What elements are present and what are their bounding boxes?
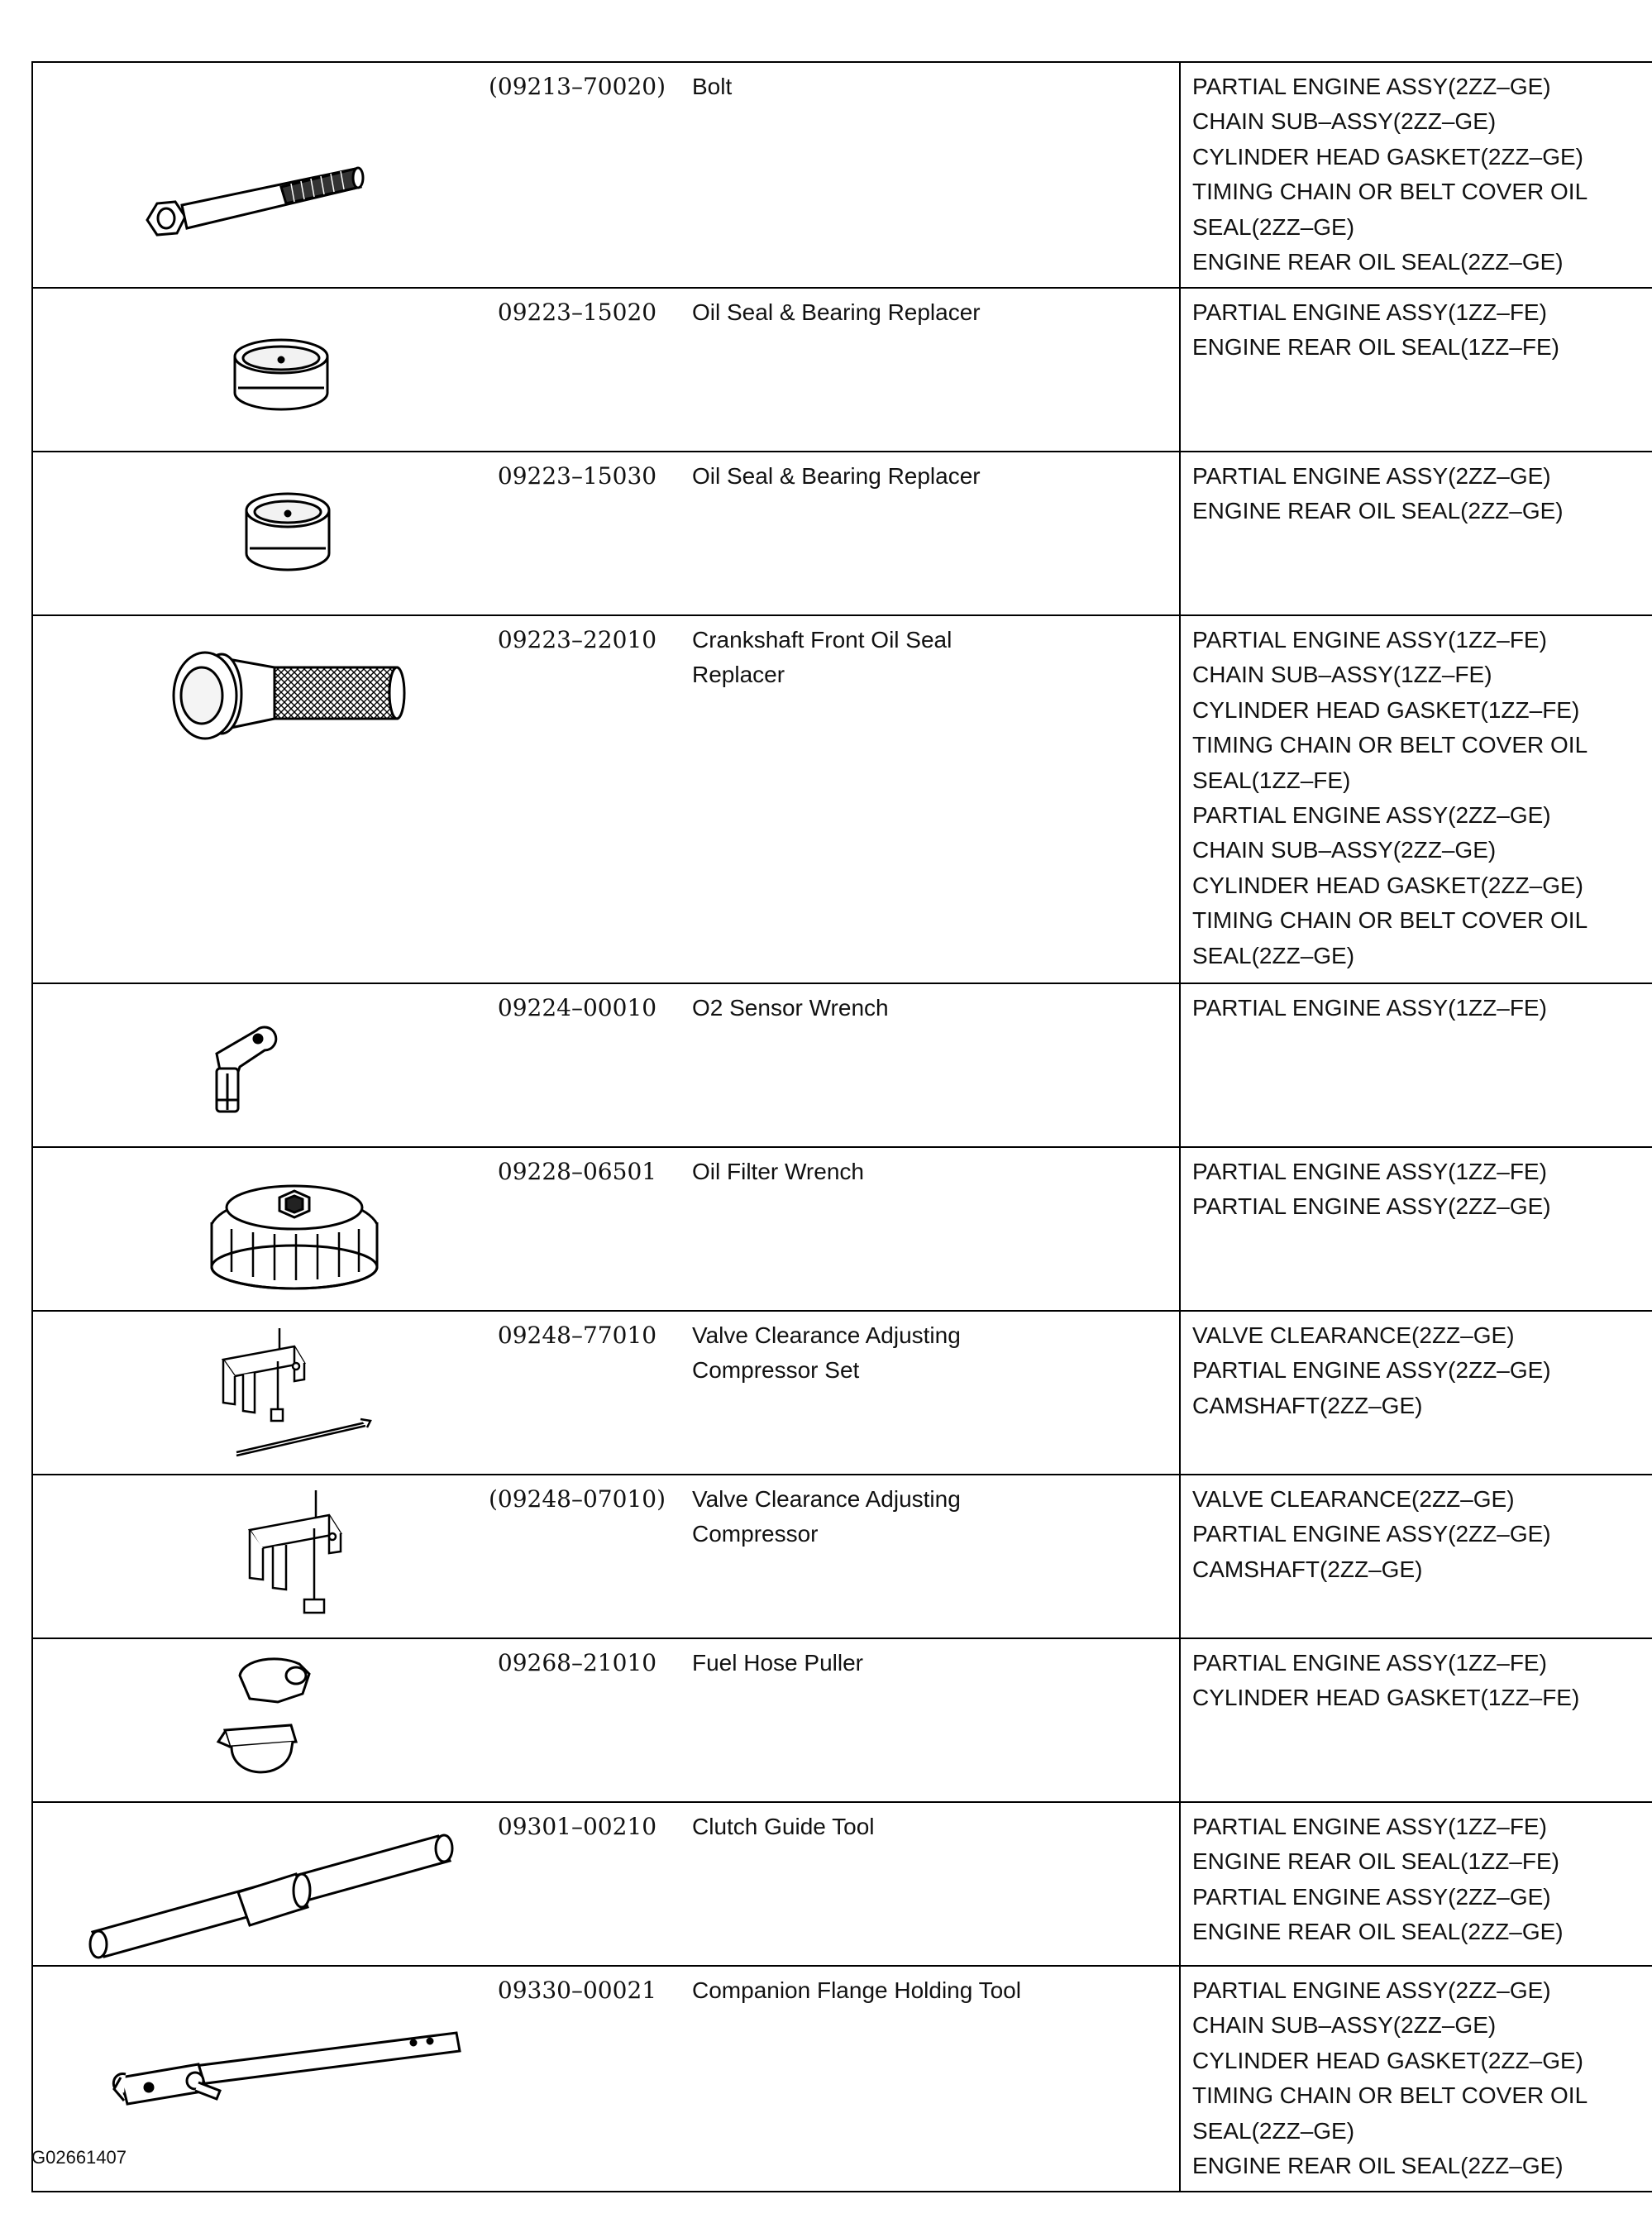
usage-item: SEAL(1ZZ–FE)	[1192, 767, 1351, 793]
usage-item: PARTIAL ENGINE ASSY(2ZZ–GE)	[1192, 74, 1551, 99]
usage-item: CHAIN SUB–ASSY(1ZZ–FE)	[1192, 662, 1492, 688]
part-number: 09268–21010	[497, 1649, 657, 1676]
part-number-cell	[474, 1638, 680, 1802]
part-number: 09223–22010	[497, 626, 657, 653]
bolt-icon	[33, 63, 474, 283]
tool-name-cell	[680, 983, 1180, 1147]
usage-item: PARTIAL ENGINE ASSY(1ZZ–FE)	[1192, 1650, 1547, 1676]
usage-item: CYLINDER HEAD GASKET(2ZZ–GE)	[1192, 872, 1583, 898]
usage-item: ENGINE REAR OIL SEAL(2ZZ–GE)	[1192, 1919, 1564, 1945]
usage-item: CYLINDER HEAD GASKET(1ZZ–FE)	[1192, 1685, 1580, 1711]
usage-item: SEAL(2ZZ–GE)	[1192, 942, 1355, 968]
tool-name-cell	[680, 1475, 1180, 1638]
tool-name-line: Compressor Set	[692, 1357, 860, 1383]
usage-item: VALVE CLEARANCE(2ZZ–GE)	[1192, 1486, 1515, 1512]
table-row	[32, 62, 1652, 288]
usage-item: CYLINDER HEAD GASKET(2ZZ–GE)	[1192, 2047, 1583, 2073]
part-number-cell	[474, 1147, 680, 1311]
tool-name-cell	[680, 452, 1180, 615]
illustration-cell	[32, 288, 474, 452]
special-service-tools-table	[31, 61, 1652, 2192]
tool-name: O2 Sensor Wrench	[692, 995, 889, 1021]
part-number-cell	[474, 62, 680, 288]
usage-item: PARTIAL ENGINE ASSY(2ZZ–GE)	[1192, 463, 1551, 489]
tool-name-line: Valve Clearance Adjusting	[692, 1486, 961, 1512]
tool-name: Bolt	[692, 74, 733, 99]
part-number-cell	[474, 1475, 680, 1638]
illustration-cell	[32, 615, 474, 983]
usage-item: TIMING CHAIN OR BELT COVER OIL	[1192, 179, 1588, 205]
usage-cell	[1180, 1802, 1652, 1966]
usage-item: SEAL(2ZZ–GE)	[1192, 213, 1355, 240]
usage-cell	[1180, 288, 1652, 452]
usage-item: PARTIAL ENGINE ASSY(2ZZ–GE)	[1192, 1883, 1551, 1910]
tool-name-line: Compressor	[692, 1521, 819, 1547]
part-number-cell	[474, 615, 680, 983]
table-row	[32, 1638, 1652, 1802]
usage-item: SEAL(2ZZ–GE)	[1192, 2117, 1355, 2144]
tool-name-line: Replacer	[692, 662, 785, 687]
usage-item: CHAIN SUB–ASSY(2ZZ–GE)	[1192, 2012, 1497, 2039]
usage-item: TIMING CHAIN OR BELT COVER OIL	[1192, 732, 1588, 758]
usage-item: CAMSHAFT(2ZZ–GE)	[1192, 1392, 1423, 1418]
tool-name-cell	[680, 615, 1180, 983]
o2-sensor-wrench-icon	[33, 984, 474, 1142]
part-number-cell	[474, 983, 680, 1147]
usage-item: ENGINE REAR OIL SEAL(1ZZ–FE)	[1192, 1848, 1559, 1875]
illustration-cell	[32, 1475, 474, 1638]
part-number: 09224–00010	[497, 994, 657, 1021]
part-number: (09248–07010)	[489, 1485, 666, 1513]
illustration-cell	[32, 62, 474, 288]
illustration-cell	[32, 1147, 474, 1311]
part-number-cell	[474, 1802, 680, 1966]
usage-cell	[1180, 1966, 1652, 2192]
usage-item: PARTIAL ENGINE ASSY(1ZZ–FE)	[1192, 299, 1547, 325]
part-number: 09223–15030	[497, 462, 657, 490]
tool-name: Oil Filter Wrench	[692, 1159, 864, 1184]
usage-item: CYLINDER HEAD GASKET(2ZZ–GE)	[1192, 143, 1583, 170]
usage-item: CHAIN SUB–ASSY(2ZZ–GE)	[1192, 108, 1497, 135]
part-number-cell	[474, 1311, 680, 1475]
usage-item: PARTIAL ENGINE ASSY(2ZZ–GE)	[1192, 1193, 1551, 1220]
tool-name-line: Crankshaft Front Oil Seal	[692, 627, 953, 653]
part-number: 09223–15020	[497, 299, 657, 326]
crankshaft-seal-replacer-icon	[33, 616, 474, 978]
usage-cell	[1180, 62, 1652, 288]
usage-cell	[1180, 615, 1652, 983]
usage-item: PARTIAL ENGINE ASSY(1ZZ–FE)	[1192, 995, 1547, 1021]
part-number-cell	[474, 452, 680, 615]
table-row	[32, 1475, 1652, 1638]
illustration-cell	[32, 452, 474, 615]
table-row	[32, 983, 1652, 1147]
oil-filter-wrench-icon	[33, 1148, 474, 1306]
part-number: 09301–00210	[497, 1813, 657, 1840]
clutch-guide-tool-icon	[33, 1803, 474, 1961]
usage-item: TIMING CHAIN OR BELT COVER OIL	[1192, 2082, 1588, 2109]
usage-item: CAMSHAFT(2ZZ–GE)	[1192, 1556, 1423, 1582]
table-row	[32, 1147, 1652, 1311]
usage-cell	[1180, 1638, 1652, 1802]
tool-name: Oil Seal & Bearing Replacer	[692, 299, 981, 325]
usage-item: PARTIAL ENGINE ASSY(1ZZ–FE)	[1192, 1159, 1547, 1184]
usage-cell	[1180, 452, 1652, 615]
tool-name-line: Valve Clearance Adjusting	[692, 1322, 961, 1348]
tool-name-cell	[680, 62, 1180, 288]
part-number: 09248–77010	[497, 1322, 657, 1349]
illustration-cell	[32, 1638, 474, 1802]
part-number-cell	[474, 288, 680, 452]
table-row	[32, 1802, 1652, 1966]
usage-item: ENGINE REAR OIL SEAL(1ZZ–FE)	[1192, 334, 1559, 361]
usage-item: VALVE CLEARANCE(2ZZ–GE)	[1192, 1322, 1515, 1348]
usage-item: PARTIAL ENGINE ASSY(2ZZ–GE)	[1192, 802, 1551, 829]
usage-item: PARTIAL ENGINE ASSY(1ZZ–FE)	[1192, 1814, 1547, 1839]
valve-compressor-set-icon	[33, 1312, 474, 1470]
usage-cell	[1180, 983, 1652, 1147]
illustration-cell	[32, 1802, 474, 1966]
tool-name-cell	[680, 1147, 1180, 1311]
usage-item: ENGINE REAR OIL SEAL(2ZZ–GE)	[1192, 249, 1564, 275]
usage-item: PARTIAL ENGINE ASSY(2ZZ–GE)	[1192, 1357, 1551, 1384]
tool-name-cell	[680, 1966, 1180, 2192]
figure-id: G02661407	[31, 2147, 127, 2168]
tool-name-cell	[680, 288, 1180, 452]
part-number: 09330–00021	[497, 1977, 657, 2004]
tool-name-cell	[680, 1802, 1180, 1966]
valve-compressor-icon	[33, 1475, 474, 1633]
seal-replacer-cup-icon	[33, 452, 474, 610]
usage-item: ENGINE REAR OIL SEAL(2ZZ–GE)	[1192, 498, 1564, 524]
usage-item: CHAIN SUB–ASSY(2ZZ–GE)	[1192, 837, 1497, 863]
tool-name: Clutch Guide Tool	[692, 1814, 875, 1839]
tool-name: Companion Flange Holding Tool	[692, 1977, 1021, 2003]
usage-item: TIMING CHAIN OR BELT COVER OIL	[1192, 907, 1588, 934]
usage-cell	[1180, 1475, 1652, 1638]
tool-name: Fuel Hose Puller	[692, 1650, 863, 1676]
seal-replacer-cup-icon	[33, 289, 474, 447]
tool-name-cell	[680, 1638, 1180, 1802]
table-row	[32, 452, 1652, 615]
usage-item: PARTIAL ENGINE ASSY(1ZZ–FE)	[1192, 627, 1547, 653]
usage-item: PARTIAL ENGINE ASSY(2ZZ–GE)	[1192, 1521, 1551, 1547]
tool-name-cell	[680, 1311, 1180, 1475]
table-row	[32, 288, 1652, 452]
table-row	[32, 1966, 1652, 2192]
illustration-cell	[32, 1311, 474, 1475]
usage-item: CYLINDER HEAD GASKET(1ZZ–FE)	[1192, 696, 1580, 723]
part-number: (09213–70020)	[489, 73, 666, 100]
tool-name: Oil Seal & Bearing Replacer	[692, 463, 981, 489]
usage-item: PARTIAL ENGINE ASSY(2ZZ–GE)	[1192, 1977, 1551, 2003]
usage-cell	[1180, 1147, 1652, 1311]
usage-item: ENGINE REAR OIL SEAL(2ZZ–GE)	[1192, 2153, 1564, 2179]
table-row	[32, 1311, 1652, 1475]
table-row	[32, 615, 1652, 983]
illustration-cell	[32, 983, 474, 1147]
fuel-hose-puller-icon	[33, 1639, 474, 1797]
part-number-cell	[474, 1966, 680, 2192]
part-number: 09228–06501	[497, 1158, 657, 1185]
usage-cell	[1180, 1311, 1652, 1475]
